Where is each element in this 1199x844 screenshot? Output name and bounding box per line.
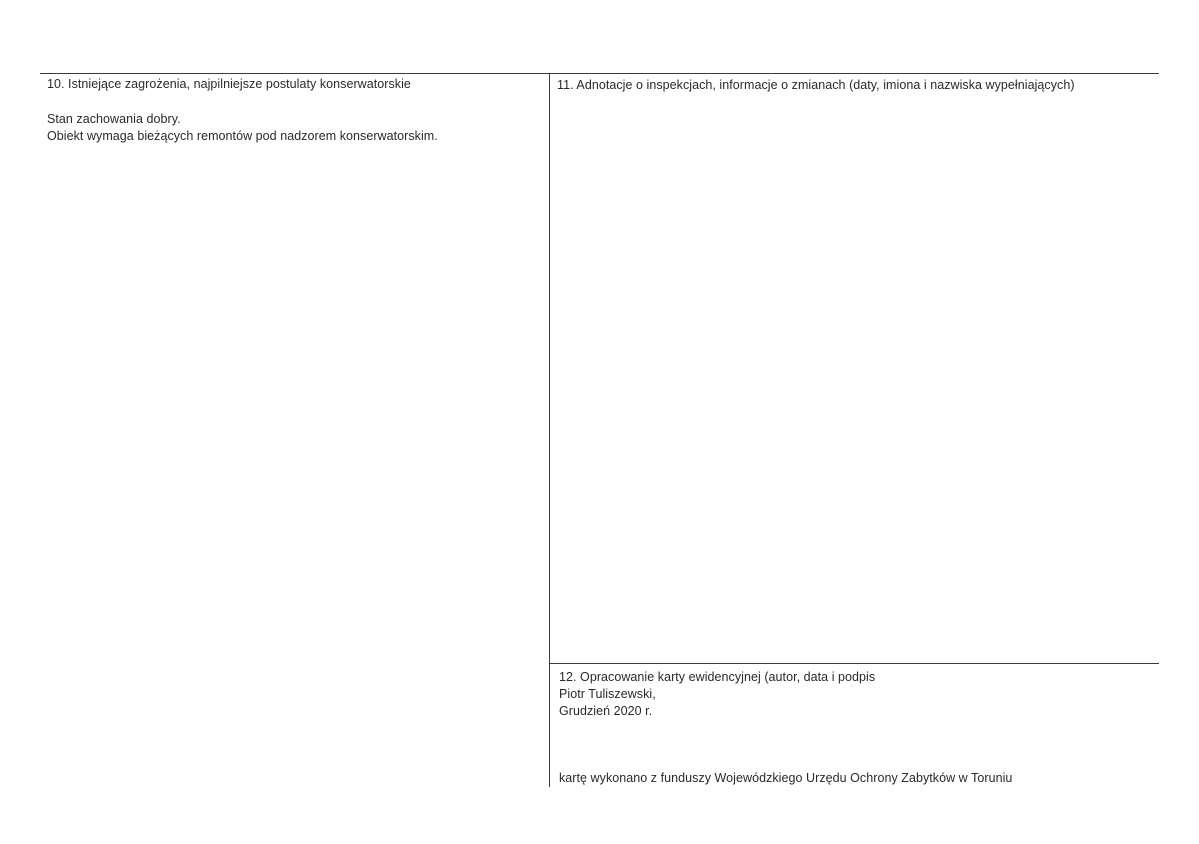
funding-note: kartę wykonano z funduszy Wojewódzkiego Urzędu Ochrony Zabytków w Toruniu <box>559 771 1013 785</box>
top-border-line <box>40 73 1159 74</box>
section-12-border-line <box>549 663 1159 664</box>
condition-text: Stan zachowania dobry. <box>47 112 181 126</box>
repair-note-text: Obiekt wymaga bieżących remontów pod nadzorem konserwatorskim. <box>47 129 438 143</box>
author-name: Piotr Tuliszewski, <box>559 687 656 701</box>
card-date: Grudzień 2020 r. <box>559 704 653 718</box>
column-divider-line <box>549 73 550 787</box>
section-12-heading: 12. Opracowanie karty ewidencyjnej (autor, data i podpis <box>559 670 876 684</box>
section-11-heading: 11. Adnotacje o inspekcjach, informacje o zmianach (daty, imiona i nazwiska wypełniających) <box>557 78 1075 92</box>
section-10-heading: 10. Istniejące zagrożenia, najpilniejsze postulaty konserwatorskie <box>47 77 411 91</box>
